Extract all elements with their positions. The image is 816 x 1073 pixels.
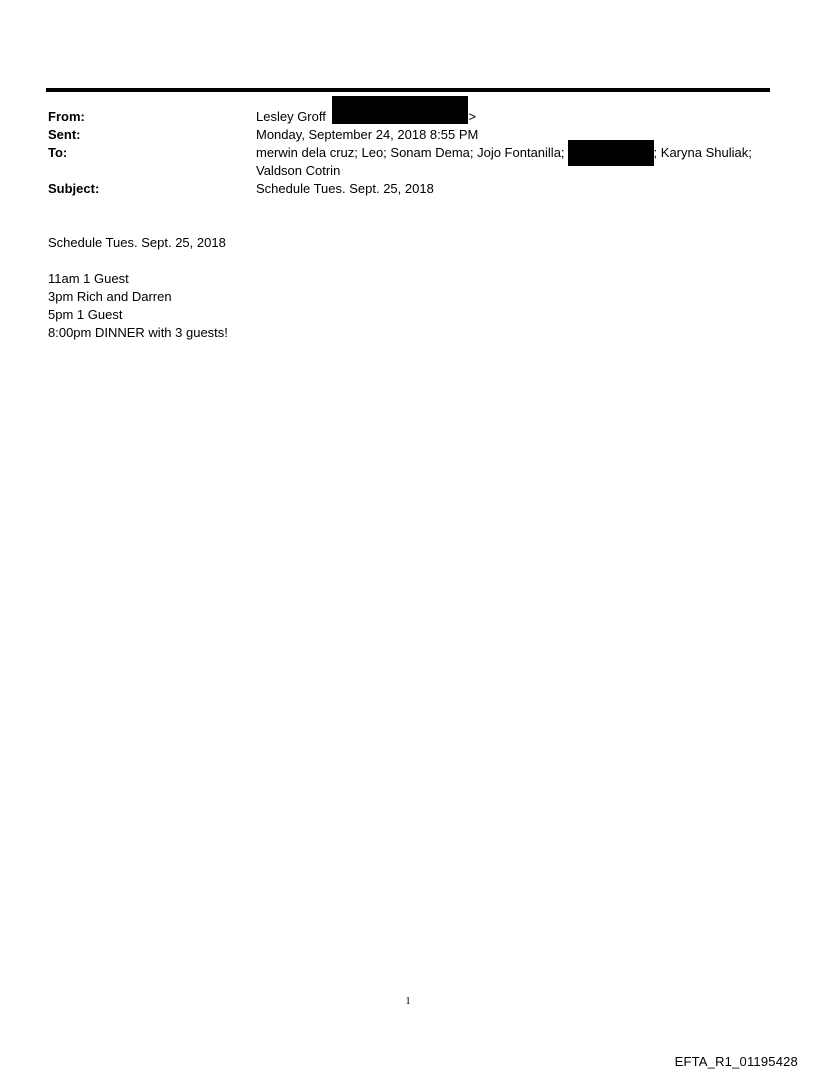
body-title: Schedule Tues. Sept. 25, 2018 [48,235,226,250]
to-label: To: [48,145,68,160]
recipients-line2: Valdson Cotrin [256,163,341,178]
schedule-line: 3pm Rich and Darren [48,289,172,304]
recipients-part2: ; Karyna Shuliak; [653,145,752,160]
from-label: From: [48,109,85,124]
sent-value: Monday, September 24, 2018 8:55 PM [256,127,479,142]
recipients-part1: merwin dela cruz; Leo; Sonam Dema; Jojo Fontanilla; [256,145,565,160]
schedule-line: 11am 1 Guest [48,271,129,286]
sent-label: Sent: [48,127,81,142]
header-divider [46,88,770,92]
from-suffix: > [468,109,477,124]
page-number: 1 [405,995,411,1007]
document-id: EFTA_R1_01195428 [674,1054,798,1069]
subject-label: Subject: [48,181,100,196]
schedule-line: 8:00pm DINNER with 3 guests! [48,325,228,340]
sender-name: Lesley Groff [256,109,326,124]
redaction-box [332,96,468,124]
schedule-line: 5pm 1 Guest [48,307,123,322]
from-value [256,108,776,126]
subject-value: Schedule Tues. Sept. 25, 2018 [256,181,434,196]
